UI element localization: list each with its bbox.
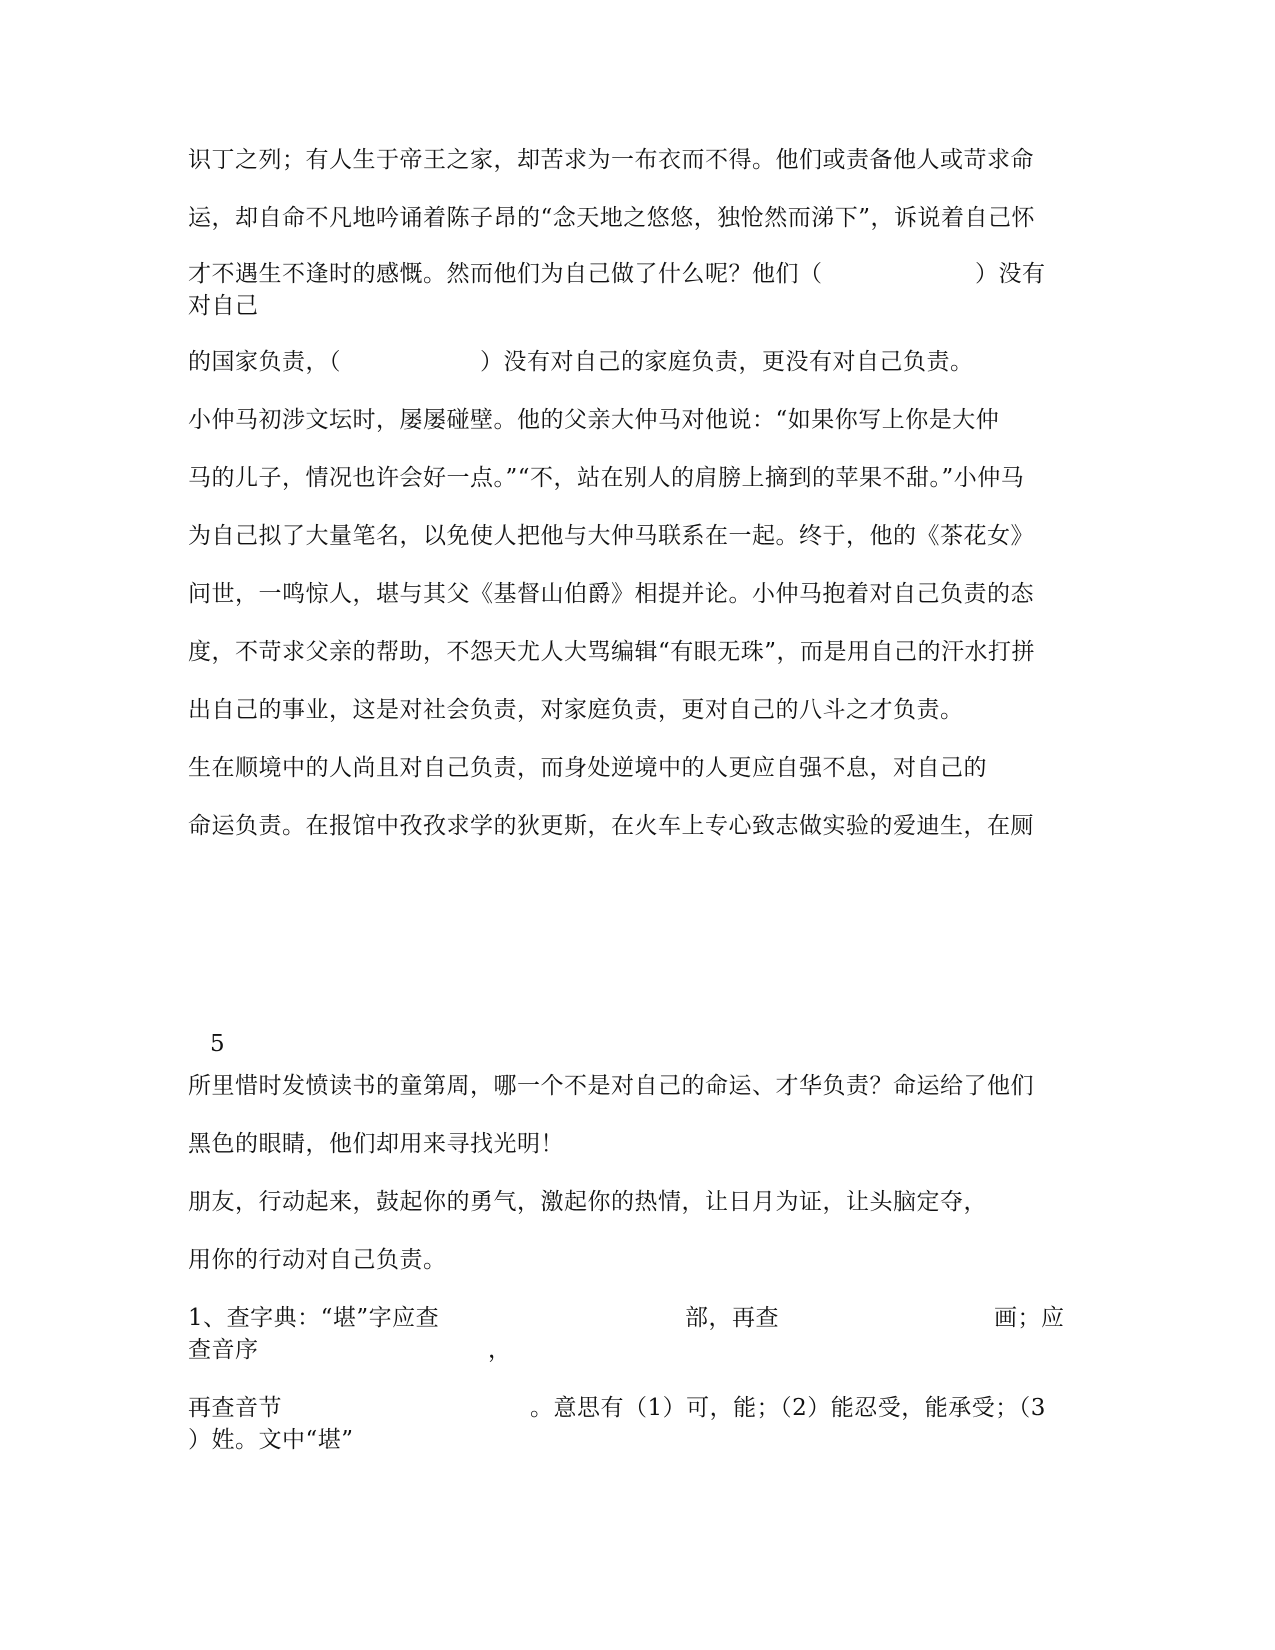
para2-line-6: 出自己的事业，这是对社会负责，对家庭负责，更对自己的八斗之才负责。 <box>188 697 964 723</box>
para3-line-2: 命运负责。在报馆中孜孜求学的狄更斯，在火车上专心致志做实验的爱迪生，在厕 <box>188 813 1034 839</box>
para2-line-3: 为自己拟了大量笔名，以免使人把他与大仲马联系在一起。终于，他的《茶花女》 <box>188 523 1034 549</box>
para2-line-2: 马的儿子，情况也许会好一点。”“不，站在别人的肩膀上摘到的苹果不甜。”小仲马 <box>188 465 1025 491</box>
question1-radical-label: 部，再查 <box>685 1305 779 1331</box>
para1-line-4-text: 的国家负责，（ <box>188 349 341 375</box>
page-number: 5 <box>210 1031 225 1057</box>
para1-line-1: 识丁之列；有人生于帝王之家，却苦求为一布衣而不得。他们或责备他人或苛求命 <box>188 147 1034 173</box>
para2-line-1: 小仲马初涉文坛时，屡屡碰壁。他的父亲大仲马对他说：“如果你写上你是大仲 <box>188 407 1000 433</box>
para1-line-3-blank-end: ）没有 <box>975 261 1046 287</box>
question1-phonetic-order-label: 查音序 <box>188 1337 259 1363</box>
para2-line-4: 问世，一鸣惊人，堪与其父《基督山伯爵》相提并论。小仲马抱着对自己负责的态 <box>188 581 1034 607</box>
para1-line-3-wrap: 对自己 <box>188 293 259 319</box>
question1-comma: ， <box>488 1337 512 1363</box>
question1-stroke-label: 画；应 <box>994 1305 1065 1331</box>
question1-meanings: 。意思有（1）可，能；（2）能忍受，能承受；（3 <box>530 1395 1046 1421</box>
para4-line-1: 所里惜时发愤读书的童第周，哪一个不是对自己的命运、才华负责？命运给了他们 <box>188 1073 1034 1099</box>
question1-syllable-label: 再查音节 <box>188 1395 282 1421</box>
para2-line-5: 度，不苛求父亲的帮助，不怨天尤人大骂编辑“有眼无珠”，而是用自己的汗水打拼 <box>188 639 1036 665</box>
para1-line-4-rest: ）没有对自己的家庭负责，更没有对自己负责。 <box>480 349 974 375</box>
para5-line-1: 朋友，行动起来，鼓起你的勇气，激起你的热情，让日月为证，让头脑定夺， <box>188 1189 987 1215</box>
question1-line-4: ）姓。文中“堪” <box>188 1427 354 1453</box>
para3-line-1: 生在顺境中的人尚且对自己负责，而身处逆境中的人更应自强不息，对自己的 <box>188 755 987 781</box>
para4-line-2: 黑色的眼睛，他们却用来寻找光明！ <box>188 1131 564 1157</box>
para1-line-2: 运，却自命不凡地吟诵着陈子昂的“念天地之悠悠，独怆然而涕下”，诉说着自己怀 <box>188 205 1036 231</box>
question1-dictionary-prompt: 1、查字典：“堪”字应查 <box>188 1305 440 1331</box>
para1-line-3-text: 才不遇生不逢时的感慨。然而他们为自己做了什么呢？他们（ <box>188 261 823 287</box>
para5-line-2: 用你的行动对自己负责。 <box>188 1247 447 1273</box>
